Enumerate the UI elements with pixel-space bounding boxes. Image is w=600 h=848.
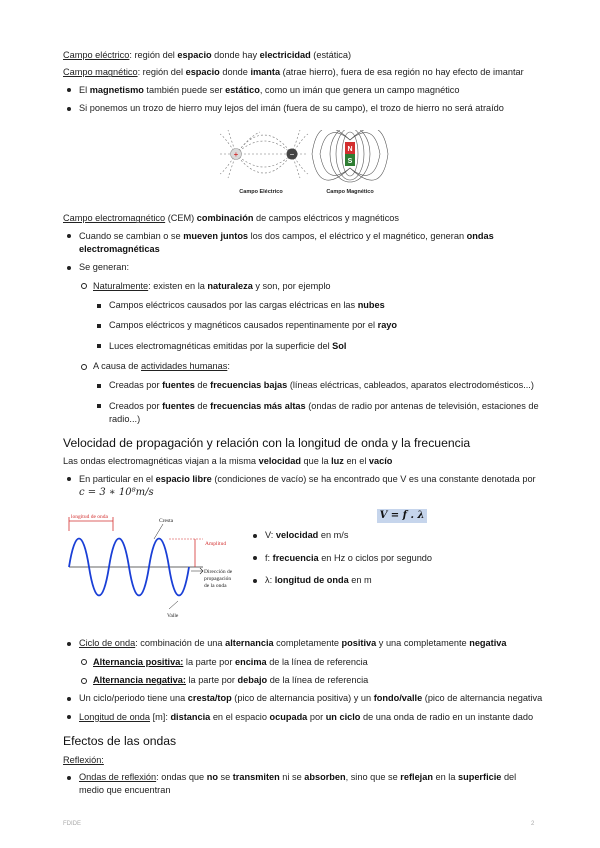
list-item [93, 379, 543, 392]
list-item [93, 340, 543, 353]
text: y son, por ejemplo [252, 280, 331, 291]
text: λ: [265, 575, 275, 586]
bold-text: velocidad [258, 456, 301, 467]
text: de [194, 380, 211, 391]
text: (estática) [310, 50, 352, 60]
bold-text: nubes [357, 300, 385, 311]
bold-text: imanta [250, 67, 281, 78]
list-item [93, 299, 543, 312]
caption-electric-field: Campo Eléctrico [239, 189, 283, 196]
term-magnetic-field: Campo magnético [63, 67, 138, 78]
list-item [93, 400, 543, 427]
bold-text: fuentes [162, 380, 195, 391]
sources-list [79, 280, 543, 427]
bold-text: electricidad [259, 50, 311, 60]
text: El [79, 84, 90, 95]
bold-text: vacío [368, 456, 393, 467]
text: : [227, 361, 230, 372]
text: en m [348, 575, 372, 586]
paragraph-cem [63, 212, 543, 225]
alternance-list [79, 656, 543, 688]
bold-text: estático [225, 84, 260, 95]
bold-text: ondas electromagnéticas [79, 230, 494, 255]
positive-sign: + [233, 150, 239, 160]
reflection-list [63, 771, 543, 798]
text: A causa de [93, 361, 142, 372]
text: donde [219, 67, 251, 78]
text: [m]: [150, 711, 171, 722]
bold-text: espacio libre [155, 473, 212, 484]
text: de la línea de referencia [266, 656, 368, 667]
bold-text: frecuencia [272, 552, 319, 563]
bold-text: un ciclo [325, 711, 361, 722]
list-item [63, 102, 543, 115]
label-direction-1: Dirección de [204, 569, 233, 576]
text: donde hay [211, 50, 260, 60]
bold-text: distancia [170, 711, 211, 722]
list-item [93, 319, 543, 332]
bold-text: rayo [377, 320, 398, 331]
valley-pointer [169, 601, 178, 609]
magnetism-list [63, 84, 543, 116]
field-lines-figure [220, 130, 392, 196]
bold-text: no [206, 772, 218, 783]
wave-cycle-list [63, 637, 543, 724]
text: Campos eléctricos y magnéticos causados repentinamente por el [109, 320, 378, 331]
list-item [63, 637, 543, 687]
list-item [63, 692, 543, 705]
text: se [217, 772, 233, 783]
text: (CEM) [165, 213, 197, 224]
text: : ondas que [156, 772, 207, 783]
light-speed-formula: c = 3 ∗ 10⁸m/s [79, 486, 154, 498]
term-reflection-waves: Ondas de reflexión [79, 772, 157, 783]
label-direction-2: propagación [204, 576, 232, 583]
text: en el [343, 456, 369, 467]
list-item [79, 674, 543, 687]
north-label: N [347, 146, 353, 154]
bold-text: espacio [185, 67, 220, 78]
text: (condiciones de vacío) se ha encontrado que V es una constante denotada por [211, 473, 536, 484]
text: en la [432, 772, 458, 783]
negative-sign: − [289, 150, 295, 160]
text: (pico de alternancia negativa [422, 693, 543, 704]
bold-text: alternancia [225, 638, 274, 649]
text: : región del [137, 67, 186, 78]
text: de la línea de referencia [267, 675, 369, 686]
list-item [63, 230, 543, 257]
text: del medio que encuentran [79, 772, 517, 796]
bold-text: cresta/top [187, 693, 232, 704]
bold-text: fuentes [162, 400, 195, 411]
term-electric-field: Campo eléctrico [63, 50, 130, 60]
term-positive-alternance: Alternancia positiva: [93, 656, 184, 667]
cem-list [63, 230, 543, 427]
bold-text: frecuencias más altas [210, 400, 306, 411]
text: Luces electromagnéticas emitidas por la superficie del [109, 340, 333, 351]
text: de [194, 400, 211, 411]
text: (pico de alternancia positiva) y un [231, 693, 374, 704]
paragraph-electric-field [63, 49, 543, 62]
text: en el espacio [210, 711, 270, 722]
text: : existen en la [148, 280, 208, 291]
text: completamente [273, 638, 342, 649]
term-wave-cycle: Ciclo de onda [79, 638, 136, 649]
text: : región del [129, 50, 178, 60]
label-wavelength: longitud de onda [71, 514, 108, 521]
text: Se generan: [79, 262, 130, 273]
natural-sources-list [93, 299, 543, 353]
bold-text: debajo [237, 675, 268, 686]
text: la parte por [185, 675, 238, 686]
text: V: [265, 530, 276, 541]
bold-text: espacio [177, 50, 212, 60]
caption-magnetic-field: Campo Magnético [326, 189, 374, 196]
label-direction-3: de la onda [204, 583, 227, 590]
text: también puede ser [143, 84, 226, 95]
term-negative-alternance: Alternancia negativa: [93, 675, 186, 686]
text: , sino que se [345, 772, 401, 783]
list-item [63, 261, 543, 426]
label-crest: Cresta [159, 518, 174, 525]
list-item [63, 84, 543, 97]
crest-pointer [154, 524, 163, 539]
text: , como un imán que genera un campo magnético [259, 84, 460, 95]
paragraph-magnetic-field [63, 66, 543, 79]
bold-text: reflejan [400, 772, 433, 783]
list-item [63, 771, 543, 798]
bold-text: negativa [469, 638, 507, 649]
wave-formula-box: V = f . λ [377, 509, 427, 523]
text: en m/s [318, 530, 349, 541]
label-amplitude: Amplitud [205, 541, 227, 548]
text: (ondas de radio por antenas de televisión, estaciones de radio...) [109, 400, 539, 425]
text: f: [265, 552, 273, 563]
human-sources-list [93, 379, 543, 426]
wave-diagram [63, 509, 243, 629]
wave-variables-list [249, 529, 432, 596]
bold-text: transmiten [232, 772, 280, 783]
text: y una completamente [376, 638, 470, 649]
free-space-list [63, 473, 543, 501]
text: Campos eléctricos causados por las cargas eléctricas en las [109, 300, 358, 311]
paragraph-reflection [63, 754, 543, 767]
wave-section [63, 509, 543, 629]
list-item [79, 656, 543, 669]
bold-text: Sol [332, 340, 347, 351]
bold-text: fondo/valle [373, 693, 423, 704]
bold-text: velocidad [275, 530, 319, 541]
term-reflection: Reflexión: [63, 754, 104, 765]
text: de una onda de radio en un instante dado [360, 711, 534, 722]
term-wavelength: Longitud de onda [79, 711, 151, 722]
bold-text: magnetismo [89, 84, 144, 95]
page-number: 2 [531, 821, 535, 827]
text: En particular en el [79, 473, 156, 484]
south-label: S [347, 158, 353, 166]
propagation-arrow [191, 568, 203, 574]
label-valley: Valle [167, 613, 179, 620]
list-item [249, 574, 432, 587]
term-natural: Naturalmente [93, 280, 149, 291]
footer-left: FDIDE [63, 821, 81, 827]
term-human-activities: actividades humanas [141, 361, 228, 372]
bold-text: mueven juntos [183, 230, 249, 241]
text: (atrae hierro), fuera de esa región no hay efecto de imantar [280, 67, 524, 78]
text: Cuando se cambian o se [79, 230, 184, 241]
bold-text: encima [234, 656, 267, 667]
list-item [63, 711, 543, 724]
text: los dos campos, el eléctrico y el magnético, generan [248, 230, 467, 241]
list-item [63, 473, 543, 501]
bold-text: luz [331, 456, 344, 467]
bold-text: naturaleza [207, 280, 253, 291]
text: que la [300, 456, 332, 467]
list-item [249, 529, 432, 542]
text: Creadas por [109, 380, 163, 391]
text: de campos eléctricos y magnéticos [253, 213, 399, 224]
text: por [307, 711, 326, 722]
section-heading-velocity: Velocidad de propagación y relación con la longitud de onda y la frecuencia [63, 435, 471, 450]
bold-text: combinación [196, 213, 254, 224]
list-item [79, 360, 543, 426]
bold-text: absorben [304, 772, 346, 783]
text: la parte por [183, 656, 235, 667]
text: (líneas eléctricas, cableados, aparatos electrodomésticos...) [287, 380, 534, 391]
bold-text: frecuencias bajas [210, 380, 288, 391]
text: : combinación de una [135, 638, 226, 649]
list-item [249, 552, 432, 565]
text: ni se [279, 772, 305, 783]
bold-text: superficie [457, 772, 502, 783]
bold-text: ocupada [269, 711, 308, 722]
text: Un ciclo/periodo tiene una [79, 693, 188, 704]
section-heading-effects: Efectos de las ondas [63, 734, 177, 749]
document-page [63, 49, 543, 803]
list-item [79, 280, 543, 353]
text: Las ondas electromagnéticas viajan a la misma [63, 456, 259, 467]
text: Si ponemos un trozo de hierro muy lejos del imán (fuera de su campo), el trozo de hierro no será atraído [79, 103, 504, 114]
text: Creados por [109, 400, 163, 411]
text: en Hz o ciclos por segundo [318, 552, 433, 563]
paragraph-velocity [63, 455, 543, 468]
bold-text: positiva [341, 638, 377, 649]
term-cem: Campo electromagnético [63, 213, 166, 224]
bold-text: longitud de onda [274, 575, 349, 586]
